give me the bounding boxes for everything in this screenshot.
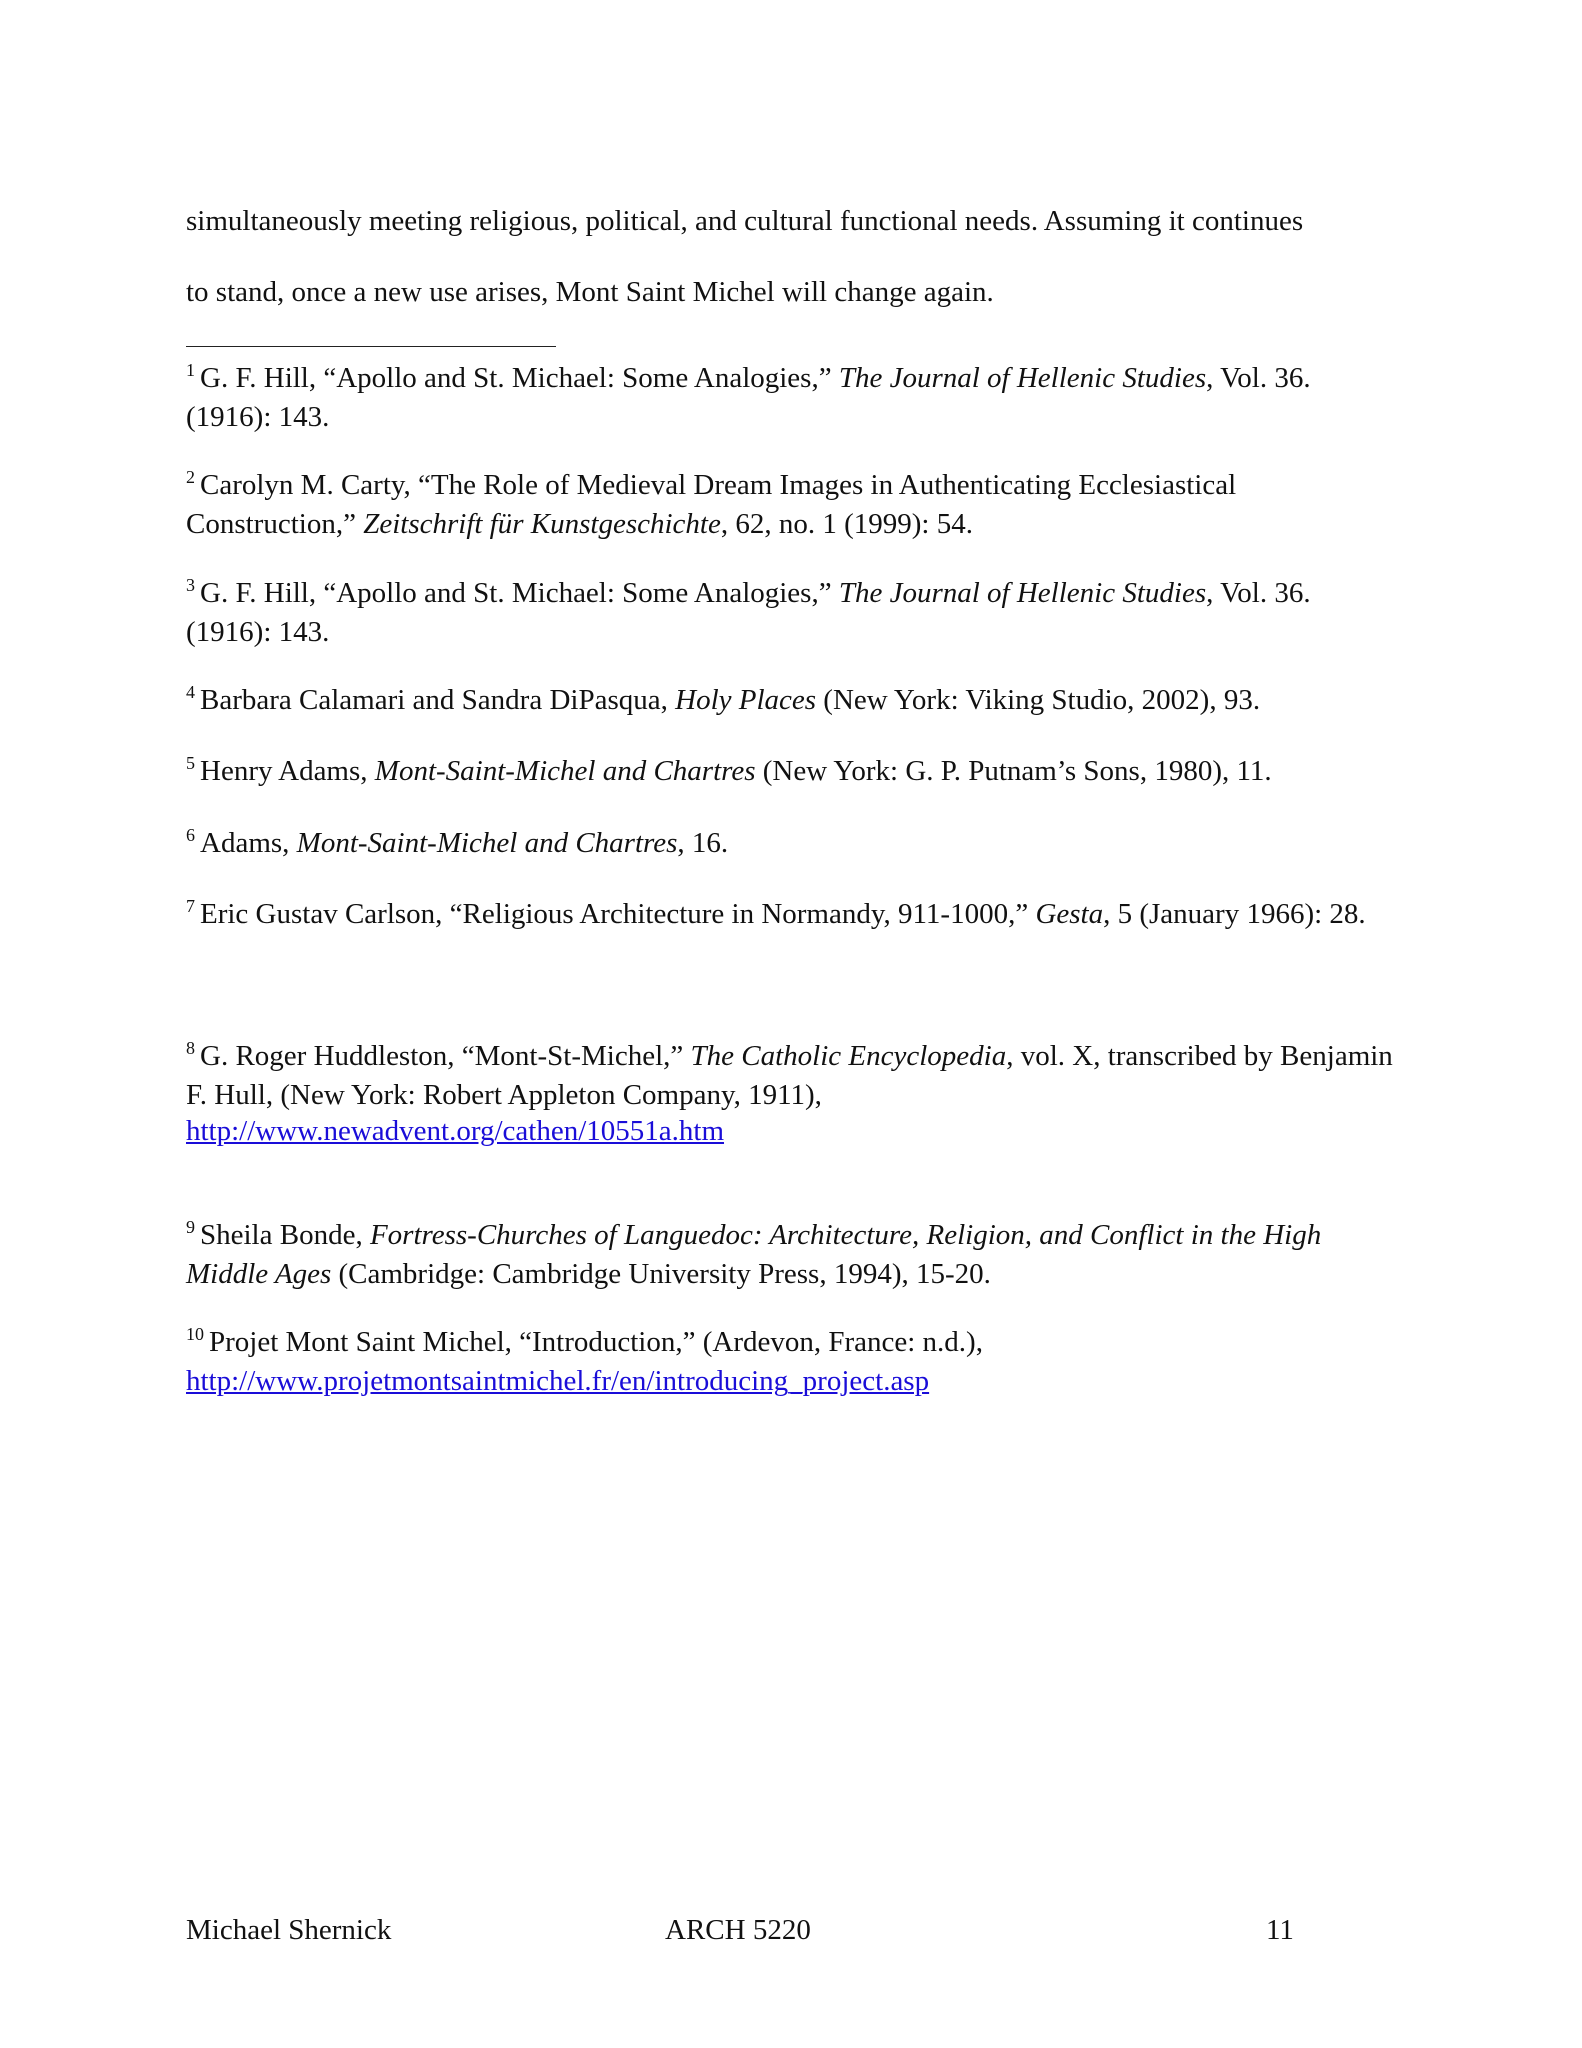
footnote-number: 1	[186, 360, 195, 380]
footnote-separator	[186, 346, 556, 347]
footnote-text: Eric Gustav Carlson, “Religious Architecture in Normandy, 911-1000,”	[200, 898, 1036, 930]
footnote-number: 8	[186, 1038, 195, 1058]
footnote-number: 7	[186, 896, 195, 916]
footnote-text: , 5 (January 1966): 28.	[1103, 898, 1366, 930]
footnote-text: , vol. X, transcribed by Benjamin F. Hull, (New York: Robert Appleton Company, 1911),	[186, 1040, 1393, 1111]
footnote-text: , 16.	[677, 827, 729, 859]
footnote-title: Gesta	[1035, 898, 1104, 930]
body-line-2: to stand, once a new use arises, Mont Saint Michel will change again.	[186, 276, 994, 308]
footnote-3	[186, 575, 1396, 650]
footnote-text: , Vol. 36. (1916): 143.	[186, 577, 1311, 648]
footnote-number: 5	[186, 753, 195, 773]
footnote-title: The Catholic Encyclopedia	[690, 1040, 1007, 1072]
body-line-1: simultaneously meeting religious, political, and cultural functional needs. Assuming it continues	[186, 205, 1304, 237]
footnote-5	[186, 753, 1396, 792]
footnote-text: Projet Mont Saint Michel, “Introduction,” (Ardevon, France: n.d.),	[209, 1326, 983, 1358]
footnote-10	[186, 1324, 1396, 1399]
footnote-2	[186, 467, 1396, 542]
footnote-text: Sheila Bonde,	[200, 1219, 370, 1251]
footnote-text: Carolyn M. Carty, “The Role of Medieval Dream Images in Authenticating Ecclesiastical Construction,”	[186, 469, 1237, 540]
footnote-8	[186, 1038, 1396, 1149]
footnote-title: Mont-Saint-Michel and Chartres	[374, 755, 756, 787]
footnote-title: Holy Places	[675, 684, 817, 716]
footnote-text: (New York: Viking Studio, 2002), 93.	[816, 684, 1261, 716]
body-paragraph	[186, 186, 1416, 328]
footnote-text: Henry Adams,	[200, 755, 375, 787]
footnote-link[interactable]: http://www.newadvent.org/cathen/10551a.htm	[186, 1115, 725, 1147]
footnote-7	[186, 896, 1396, 935]
footnote-6	[186, 825, 1396, 864]
footnote-text: , 62, no. 1 (1999): 54.	[720, 508, 973, 540]
footnote-title: The Journal of Hellenic Studies	[838, 577, 1207, 609]
footnote-text: G. F. Hill, “Apollo and St. Michael: Some Analogies,”	[200, 362, 839, 394]
footer-author: Michael Shernick	[186, 1914, 392, 1946]
footnote-text: G. Roger Huddleston, “Mont-St-Michel,”	[200, 1040, 691, 1072]
footnote-title: The Journal of Hellenic Studies	[838, 362, 1207, 394]
footer-course: ARCH 5220	[665, 1914, 811, 1946]
footnote-text: G. F. Hill, “Apollo and St. Michael: Some Analogies,”	[200, 577, 839, 609]
footnote-number: 9	[186, 1217, 195, 1237]
footnote-number: 4	[186, 682, 195, 702]
footnote-title: Mont-Saint-Michel and Chartres	[296, 827, 678, 859]
footnote-title: Fortress-Churches of Languedoc: Architecture, Religion, and Conflict in the High Middle Ages	[186, 1219, 1322, 1290]
footnote-number: 2	[186, 467, 195, 487]
footnote-4	[186, 682, 1396, 721]
footnote-text: , Vol. 36. (1916): 143.	[186, 362, 1311, 433]
footnote-text: Adams,	[200, 827, 297, 859]
footnote-title: Zeitschrift für Kunstgeschichte	[363, 508, 721, 540]
footnote-text: (Cambridge: Cambridge University Press, 1994), 15-20.	[331, 1258, 991, 1290]
footnote-number: 6	[186, 825, 195, 845]
footnote-link[interactable]: http://www.projetmontsaintmichel.fr/en/introducing_project.asp	[186, 1365, 930, 1397]
footnote-text: (New York: G. P. Putnam’s Sons, 1980), 11.	[755, 755, 1272, 787]
footer-page-number: 11	[1266, 1914, 1294, 1946]
footnote-1	[186, 360, 1396, 435]
footnote-number: 3	[186, 575, 195, 595]
footnote-9	[186, 1217, 1396, 1292]
footnote-number: 10	[186, 1324, 204, 1344]
footnote-text: Barbara Calamari and Sandra DiPasqua,	[200, 684, 676, 716]
